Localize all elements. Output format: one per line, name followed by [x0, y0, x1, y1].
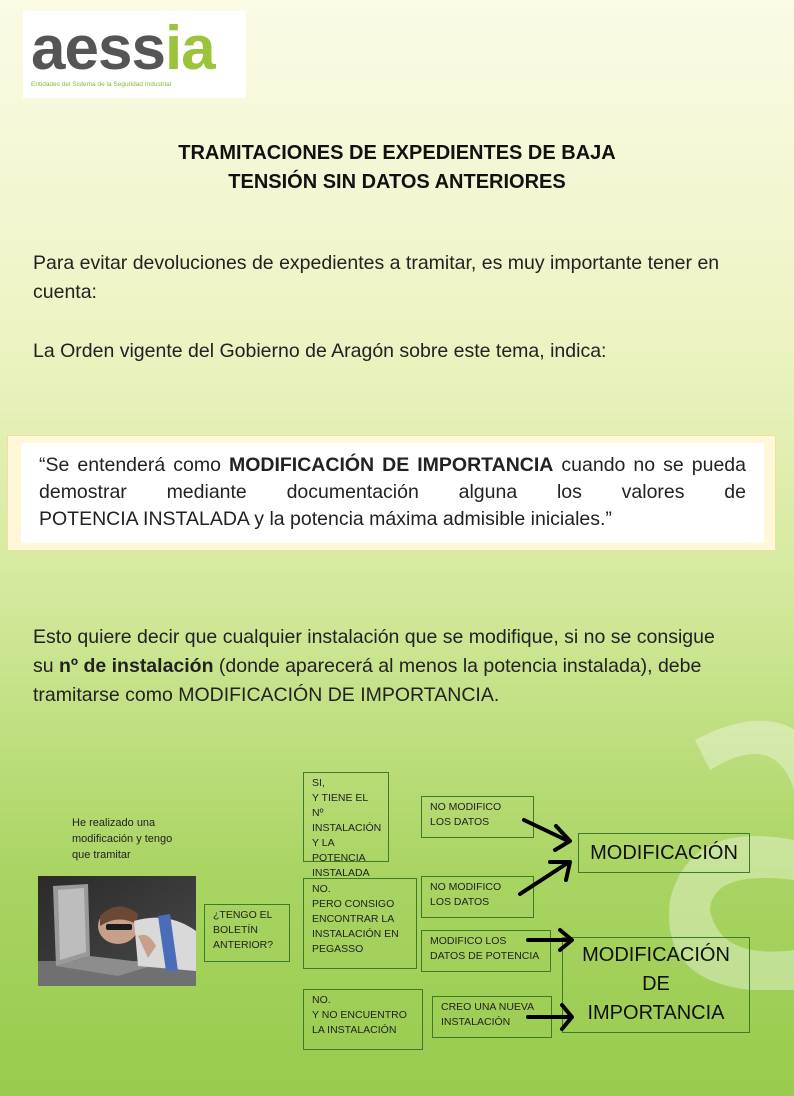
start-text: He realizado una modificación y tengo que tramitar	[72, 817, 173, 861]
quote-text: “Se entenderá como MODIFICACIÓN DE IMPORTANCIA cuando no se pueda demostrar mediante documentación alguna los valores de POTENCIA INSTALADA y la potencia máxima admisible iniciales.”	[21, 443, 764, 543]
orden-paragraph: La Orden vigente del Gobierno de Aragón sobre este tema, indica:	[33, 340, 607, 362]
option-si-box: SI, Y TIENE EL Nº INSTALACIÓN Y LA POTENCIA INSTALADA	[303, 772, 389, 862]
explanation-paragraph: Esto quiere decir que cualquier instalación que se modifique, si no se consigue su nº de instalación (donde aparecerá al menos la potencia instalada), debe tramitarse como MODIFICACIÓN DE IMPORTANCIA.	[33, 626, 715, 706]
result-modificacion: MODIFICACIÓN	[578, 833, 750, 873]
logo-wordmark: aessia	[31, 14, 215, 83]
option-no-encontrar-box: NO. PERO CONSIGO ENCONTRAR LA INSTALACIÓN EN PEGASSO	[303, 878, 417, 969]
title-line-2: TENSIÓN SIN DATOS ANTERIORES	[228, 171, 566, 193]
logo-tagline: Entidades del Sistema de la Seguridad Industrial	[31, 81, 172, 88]
action-nueva-instalacion: CREO UNA NUEVA INSTALACIÓN	[432, 996, 552, 1038]
action-no-modifico-1: NO MODIFICO LOS DATOS	[421, 796, 534, 838]
option-no-encuentro-box: NO. Y NO ENCUENTRO LA INSTALACIÓN	[303, 989, 423, 1050]
quote-bold: MODIFICACIÓN DE IMPORTANCIA	[228, 454, 554, 476]
title-line-1: TRAMITACIONES DE EXPEDIENTES DE BAJA	[178, 142, 616, 164]
action-no-modifico-2: NO MODIFICO LOS DATOS	[421, 876, 534, 918]
result-modificacion-importancia: MODIFICACIÓN DE IMPORTANCIA	[562, 937, 750, 1033]
explain-bold: nº de instalación	[59, 655, 214, 677]
arrow-icon	[520, 864, 566, 894]
question-box: ¿TENGO EL BOLETÍN ANTERIOR?	[204, 904, 290, 962]
intro-paragraph: Para evitar devoluciones de expedientes a tramitar, es muy importante tener en cuenta:	[33, 252, 720, 303]
action-modifico-potencia: MODIFICO LOS DATOS DE POTENCIA	[421, 930, 551, 972]
